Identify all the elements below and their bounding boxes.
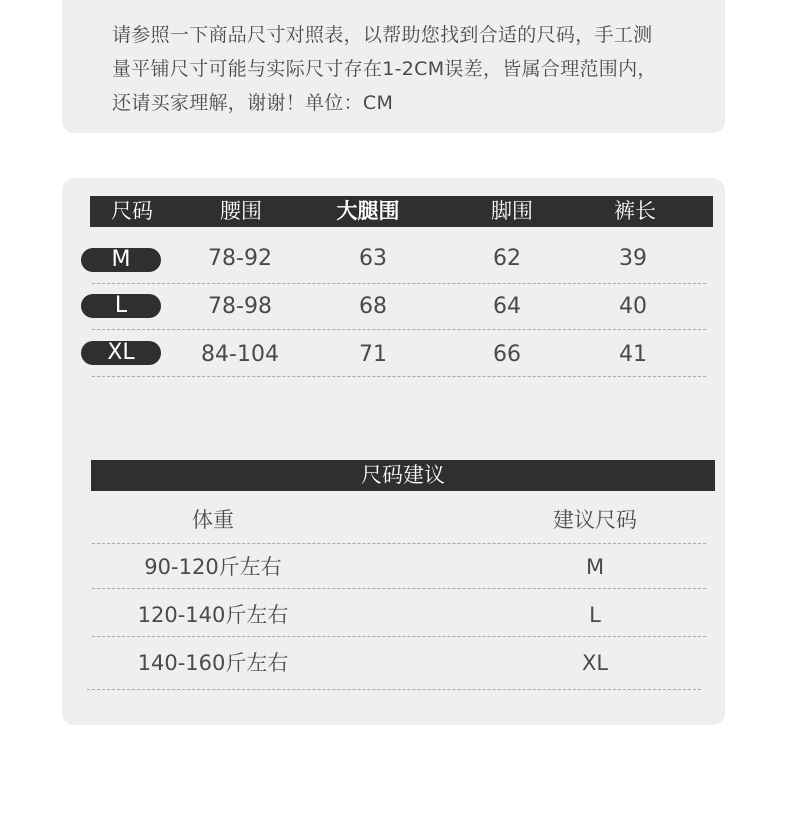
header-recommended-size: 建议尺码 xyxy=(553,508,637,532)
size-notice xyxy=(112,18,692,120)
size-badge-xl: XL xyxy=(81,341,161,365)
row-divider xyxy=(92,283,706,284)
length-l: 40 xyxy=(619,294,647,319)
size-badge-m: M xyxy=(81,248,161,272)
notice-line-2: 量平铺尺寸可能与实际尺寸存在1-2CM误差，皆属合理范围内， xyxy=(112,58,657,80)
hem-m: 62 xyxy=(493,246,521,271)
size-badge-l: L xyxy=(81,294,161,318)
length-xl: 41 xyxy=(619,342,647,367)
header-thigh: 大腿围 xyxy=(336,199,400,223)
waist-l: 78-98 xyxy=(208,294,272,319)
notice-line-3: 还请买家理解，谢谢！单位：CM xyxy=(112,92,394,114)
hem-l: 64 xyxy=(493,294,521,319)
waist-xl: 84-104 xyxy=(201,342,279,367)
row-divider xyxy=(92,543,706,544)
size-table-header xyxy=(90,196,713,227)
waist-m: 78-92 xyxy=(208,246,272,271)
recommendation-header: 尺码建议 xyxy=(91,460,715,491)
row-divider xyxy=(92,376,706,377)
recommended-size-3: XL xyxy=(581,651,609,675)
header-size: 尺码 xyxy=(111,199,153,223)
header-length: 裤长 xyxy=(614,199,656,223)
notice-line-1: 请参照一下商品尺寸对照表，以帮助您找到合适的尺码，手工测 xyxy=(112,24,653,46)
length-m: 39 xyxy=(619,246,647,271)
weight-range-2: 120-140斤左右 xyxy=(137,603,289,627)
weight-range-1: 90-120斤左右 xyxy=(144,555,282,579)
thigh-xl: 71 xyxy=(359,342,387,367)
recommended-size-2: L xyxy=(589,603,601,627)
header-waist: 腰围 xyxy=(220,199,262,223)
weight-range-3: 140-160斤左右 xyxy=(137,651,289,675)
row-divider xyxy=(92,636,706,637)
thigh-l: 68 xyxy=(359,294,387,319)
row-divider xyxy=(92,329,706,330)
header-hem: 脚围 xyxy=(491,199,533,223)
row-divider xyxy=(87,689,701,690)
recommended-size-1: M xyxy=(585,555,605,579)
row-divider xyxy=(92,588,706,589)
thigh-m: 63 xyxy=(359,246,387,271)
hem-xl: 66 xyxy=(493,342,521,367)
header-weight: 体重 xyxy=(192,508,234,532)
